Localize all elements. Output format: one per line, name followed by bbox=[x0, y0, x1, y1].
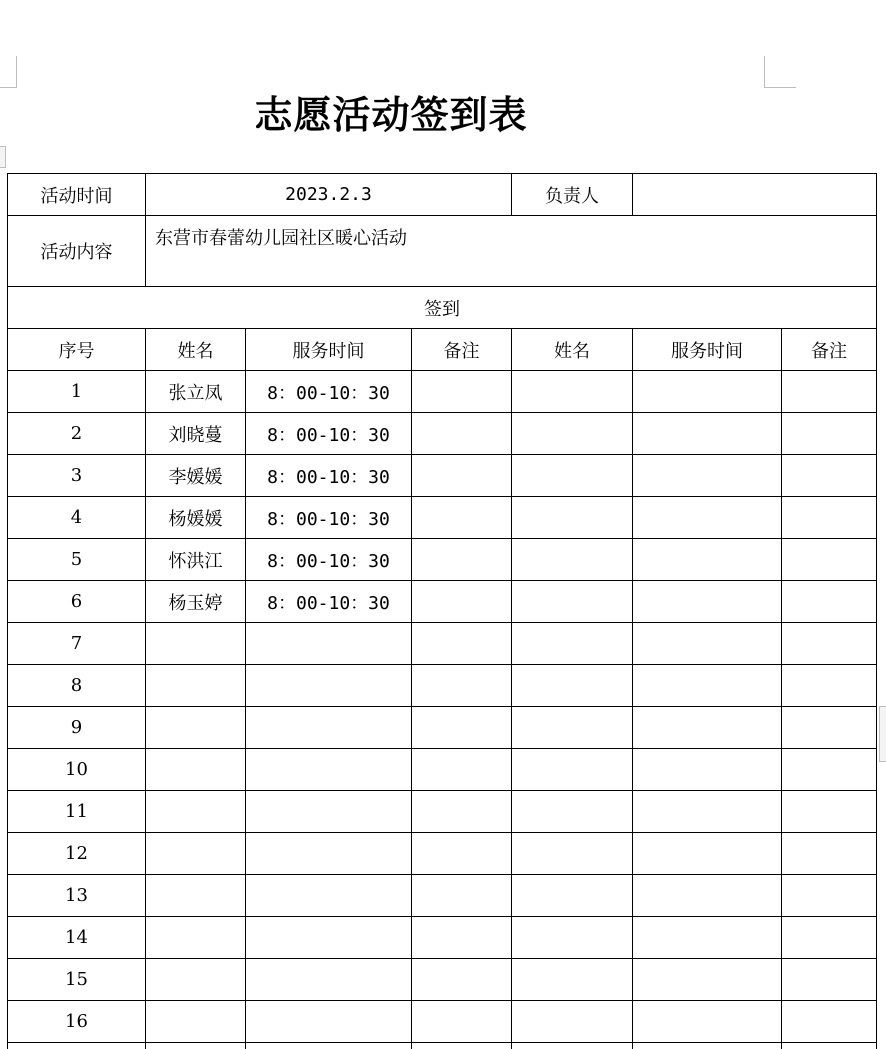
table-row bbox=[8, 371, 877, 413]
row-remark[interactable] bbox=[412, 623, 512, 665]
table-row bbox=[8, 959, 877, 1001]
row-service-time-2[interactable] bbox=[633, 1043, 782, 1049]
row-remark[interactable] bbox=[412, 497, 512, 539]
row-service-time[interactable]: 8：00-10：30 bbox=[246, 581, 412, 623]
row-remark-2[interactable] bbox=[782, 791, 877, 833]
row-name-2[interactable] bbox=[512, 791, 633, 833]
table-row bbox=[8, 1043, 877, 1049]
row-index: 4 bbox=[8, 497, 146, 539]
row-index: 9 bbox=[8, 707, 146, 749]
row-remark-2[interactable] bbox=[782, 875, 877, 917]
row-name-2[interactable] bbox=[512, 455, 633, 497]
header-service-time: 服务时间 bbox=[246, 329, 412, 371]
table-row bbox=[8, 581, 877, 623]
row-name[interactable] bbox=[146, 917, 246, 959]
leader-value[interactable] bbox=[633, 174, 877, 216]
row-remark-2[interactable] bbox=[782, 707, 877, 749]
row-service-time-2[interactable] bbox=[633, 623, 782, 665]
row-name[interactable]: 杨玉婷 bbox=[146, 581, 246, 623]
row-remark[interactable] bbox=[412, 539, 512, 581]
row-service-time[interactable] bbox=[246, 1043, 412, 1049]
row-service-time[interactable] bbox=[246, 749, 412, 791]
activity-time-value[interactable]: 2023.2.3 bbox=[146, 174, 512, 216]
row-name[interactable]: 刘晓蔓 bbox=[146, 413, 246, 455]
signin-heading-row bbox=[8, 287, 877, 329]
row-name[interactable] bbox=[146, 665, 246, 707]
row-index: 10 bbox=[8, 749, 146, 791]
row-remark[interactable] bbox=[412, 749, 512, 791]
row-index: 8 bbox=[8, 665, 146, 707]
row-service-time[interactable]: 8：00-10：30 bbox=[246, 413, 412, 455]
signin-table bbox=[7, 173, 877, 1049]
row-service-time-2[interactable] bbox=[633, 959, 782, 1001]
activity-content-label: 活动内容 bbox=[8, 216, 146, 287]
row-remark-2[interactable] bbox=[782, 371, 877, 413]
row-service-time-2[interactable] bbox=[633, 539, 782, 581]
document-title: 志愿活动签到表 bbox=[254, 92, 528, 137]
row-service-time-2[interactable] bbox=[633, 665, 782, 707]
row-service-time-2[interactable] bbox=[633, 791, 782, 833]
row-name[interactable] bbox=[146, 707, 246, 749]
row-name[interactable]: 杨媛媛 bbox=[146, 497, 246, 539]
row-name-2[interactable] bbox=[512, 1001, 633, 1043]
table-move-handle[interactable] bbox=[0, 146, 6, 168]
row-remark-2[interactable] bbox=[782, 1001, 877, 1043]
row-name[interactable] bbox=[146, 749, 246, 791]
row-remark-2[interactable] bbox=[782, 1043, 877, 1049]
row-service-time[interactable] bbox=[246, 875, 412, 917]
row-remark[interactable] bbox=[412, 665, 512, 707]
table-row bbox=[8, 707, 877, 749]
header-remark-2: 备注 bbox=[782, 329, 877, 371]
row-remark-2[interactable] bbox=[782, 665, 877, 707]
row-service-time-2[interactable] bbox=[633, 455, 782, 497]
row-service-time-2[interactable] bbox=[633, 833, 782, 875]
row-service-time[interactable] bbox=[246, 959, 412, 1001]
row-service-time-2[interactable] bbox=[633, 413, 782, 455]
row-remark-2[interactable] bbox=[782, 959, 877, 1001]
row-name-2[interactable] bbox=[512, 917, 633, 959]
row-index: 14 bbox=[8, 917, 146, 959]
header-remark: 备注 bbox=[412, 329, 512, 371]
signin-heading: 签到 bbox=[8, 287, 877, 329]
row-service-time-2[interactable] bbox=[633, 371, 782, 413]
row-remark-2[interactable] bbox=[782, 497, 877, 539]
table-row bbox=[8, 665, 877, 707]
row-name[interactable] bbox=[146, 791, 246, 833]
column-header-row bbox=[8, 329, 877, 371]
row-index: 13 bbox=[8, 875, 146, 917]
table-resize-handle[interactable] bbox=[879, 706, 886, 762]
row-index: 3 bbox=[8, 455, 146, 497]
info-row-content bbox=[8, 216, 877, 287]
table-row bbox=[8, 749, 877, 791]
row-name-2[interactable] bbox=[512, 875, 633, 917]
row-service-time-2[interactable] bbox=[633, 581, 782, 623]
row-name-2[interactable] bbox=[512, 497, 633, 539]
header-name-2: 姓名 bbox=[512, 329, 633, 371]
header-name: 姓名 bbox=[146, 329, 246, 371]
row-service-time-2[interactable] bbox=[633, 917, 782, 959]
row-name[interactable]: 李媛媛 bbox=[146, 455, 246, 497]
row-name-2[interactable] bbox=[512, 749, 633, 791]
row-service-time-2[interactable] bbox=[633, 749, 782, 791]
row-index: 15 bbox=[8, 959, 146, 1001]
row-service-time[interactable] bbox=[246, 665, 412, 707]
page-corner-mark-top-left bbox=[16, 56, 17, 88]
row-name[interactable] bbox=[146, 1001, 246, 1043]
activity-time-label: 活动时间 bbox=[8, 174, 146, 216]
row-index: 7 bbox=[8, 623, 146, 665]
row-index: 6 bbox=[8, 581, 146, 623]
row-remark-2[interactable] bbox=[782, 749, 877, 791]
row-name-2[interactable] bbox=[512, 581, 633, 623]
leader-label: 负责人 bbox=[512, 174, 633, 216]
table-row bbox=[8, 455, 877, 497]
row-name-2[interactable] bbox=[512, 413, 633, 455]
header-service-time-2: 服务时间 bbox=[633, 329, 782, 371]
row-index: 11 bbox=[8, 791, 146, 833]
page-corner-mark-top-right bbox=[764, 56, 765, 88]
row-service-time[interactable]: 8：00-10：30 bbox=[246, 497, 412, 539]
table-row bbox=[8, 833, 877, 875]
row-index: 12 bbox=[8, 833, 146, 875]
row-remark[interactable] bbox=[412, 791, 512, 833]
row-name[interactable] bbox=[146, 1043, 246, 1049]
row-service-time[interactable] bbox=[246, 1001, 412, 1043]
row-name[interactable] bbox=[146, 875, 246, 917]
info-row-time bbox=[8, 174, 877, 216]
row-service-time[interactable] bbox=[246, 623, 412, 665]
table-row bbox=[8, 917, 877, 959]
row-remark[interactable] bbox=[412, 455, 512, 497]
row-remark[interactable] bbox=[412, 917, 512, 959]
row-name-2[interactable] bbox=[512, 833, 633, 875]
row-remark[interactable] bbox=[412, 707, 512, 749]
table-row bbox=[8, 623, 877, 665]
table-row bbox=[8, 497, 877, 539]
row-service-time-2[interactable] bbox=[633, 875, 782, 917]
row-service-time-2[interactable] bbox=[633, 1001, 782, 1043]
row-service-time[interactable]: 8：00-10：30 bbox=[246, 371, 412, 413]
row-name-2[interactable] bbox=[512, 959, 633, 1001]
row-index: 16 bbox=[8, 1001, 146, 1043]
row-name-2[interactable] bbox=[512, 1043, 633, 1049]
row-service-time[interactable] bbox=[246, 917, 412, 959]
row-index: 5 bbox=[8, 539, 146, 581]
row-service-time[interactable] bbox=[246, 791, 412, 833]
row-name-2[interactable] bbox=[512, 539, 633, 581]
row-remark[interactable] bbox=[412, 413, 512, 455]
row-name[interactable] bbox=[146, 623, 246, 665]
row-remark[interactable] bbox=[412, 1001, 512, 1043]
row-service-time[interactable]: 8：00-10：30 bbox=[246, 455, 412, 497]
row-index bbox=[8, 1043, 146, 1049]
row-remark-2[interactable] bbox=[782, 413, 877, 455]
table-row bbox=[8, 875, 877, 917]
row-remark-2[interactable] bbox=[782, 917, 877, 959]
row-name-2[interactable] bbox=[512, 371, 633, 413]
row-service-time[interactable]: 8：00-10：30 bbox=[246, 539, 412, 581]
activity-content-value[interactable]: 东营市春蕾幼儿园社区暖心活动 bbox=[146, 216, 877, 287]
row-name-2[interactable] bbox=[512, 623, 633, 665]
row-remark[interactable] bbox=[412, 875, 512, 917]
table-row bbox=[8, 539, 877, 581]
header-index: 序号 bbox=[8, 329, 146, 371]
table-row bbox=[8, 1001, 877, 1043]
row-service-time[interactable] bbox=[246, 707, 412, 749]
row-remark[interactable] bbox=[412, 1043, 512, 1049]
table-row bbox=[8, 791, 877, 833]
row-remark[interactable] bbox=[412, 959, 512, 1001]
row-service-time-2[interactable] bbox=[633, 707, 782, 749]
row-remark[interactable] bbox=[412, 833, 512, 875]
row-remark-2[interactable] bbox=[782, 539, 877, 581]
row-remark-2[interactable] bbox=[782, 833, 877, 875]
row-name-2[interactable] bbox=[512, 665, 633, 707]
row-remark-2[interactable] bbox=[782, 623, 877, 665]
row-name[interactable] bbox=[146, 959, 246, 1001]
row-name-2[interactable] bbox=[512, 707, 633, 749]
row-service-time-2[interactable] bbox=[633, 497, 782, 539]
row-remark-2[interactable] bbox=[782, 581, 877, 623]
table-row bbox=[8, 413, 877, 455]
row-name[interactable] bbox=[146, 833, 246, 875]
row-index: 1 bbox=[8, 371, 146, 413]
row-remark[interactable] bbox=[412, 581, 512, 623]
row-index: 2 bbox=[8, 413, 146, 455]
row-service-time[interactable] bbox=[246, 833, 412, 875]
row-name[interactable]: 怀洪江 bbox=[146, 539, 246, 581]
row-remark[interactable] bbox=[412, 371, 512, 413]
row-remark-2[interactable] bbox=[782, 455, 877, 497]
row-name[interactable]: 张立凤 bbox=[146, 371, 246, 413]
